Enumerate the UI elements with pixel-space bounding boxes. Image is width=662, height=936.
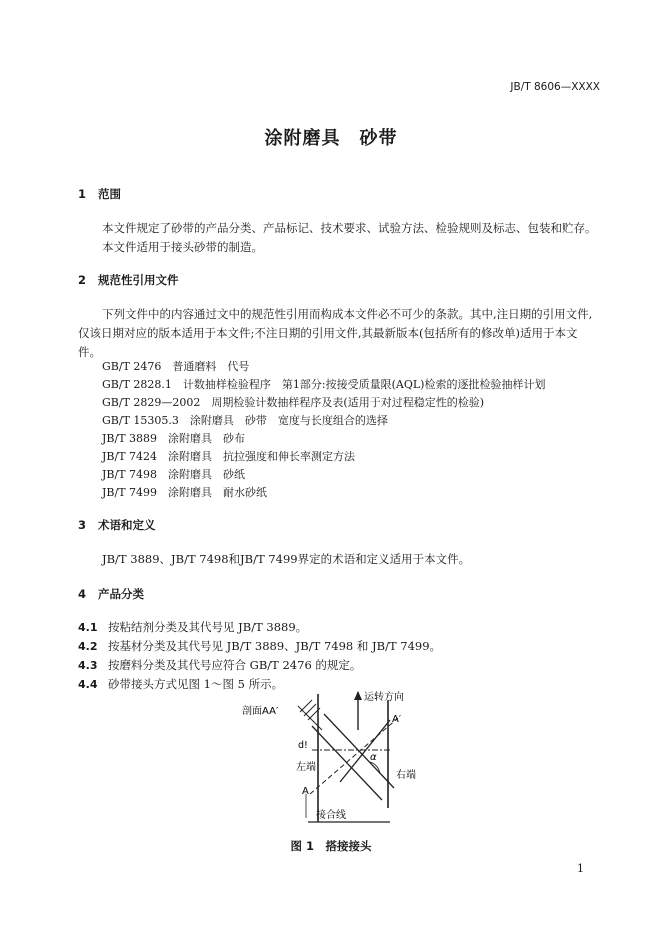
joint-line-2 bbox=[324, 714, 394, 788]
classification-item bbox=[78, 656, 361, 675]
section-number: 4 bbox=[78, 587, 87, 601]
direction-arrow-head bbox=[354, 691, 362, 700]
reference-item: GB/T 2476 普通磨料 代号 bbox=[102, 360, 250, 373]
section-number: 2 bbox=[78, 273, 87, 287]
reference-item: JB/T 7424 涂附磨具 抗拉强度和伸长率测定方法 bbox=[102, 450, 356, 463]
section-number: 1 bbox=[78, 187, 87, 201]
reference-item: JB/T 7498 涂附磨具 砂纸 bbox=[102, 468, 246, 481]
item-number: 4.4 bbox=[78, 678, 98, 691]
label-direction: 运转方向 bbox=[364, 692, 404, 703]
label-left-end: 左端 bbox=[296, 762, 316, 773]
section-title: 范围 bbox=[98, 187, 121, 201]
label-alpha: α bbox=[370, 752, 377, 763]
reference-item: GB/T 2828.1 计数抽样检验程序 第1部分:按接受质量限(AQL)检索的逐批检验抽样计划 bbox=[102, 378, 546, 391]
classification-item bbox=[78, 637, 441, 656]
standard-code: JB/T 8606—XXXX bbox=[510, 81, 600, 93]
lap-joint-diagram bbox=[240, 690, 430, 830]
section-number: 3 bbox=[78, 518, 87, 532]
label-a-prime: A′ bbox=[392, 714, 402, 725]
label-joint-line: 接合线 bbox=[316, 810, 346, 821]
reference-item: GB/T 2829—2002 周期检验计数抽样程序及表(适用于对过程稳定性的检验) bbox=[102, 396, 484, 409]
reference-item: JB/T 3889 涂附磨具 砂布 bbox=[102, 432, 246, 445]
section-title: 术语和定义 bbox=[98, 518, 156, 532]
item-text: 砂带接头方式见图 1～图 5 所示。 bbox=[108, 677, 284, 691]
label-a: A bbox=[302, 786, 309, 797]
terms-paragraph: JB/T 3889、JB/T 7498和JB/T 7499界定的术语和定义适用于本文件。 bbox=[102, 552, 471, 566]
document-title: 涂附磨具 砂带 bbox=[264, 128, 398, 149]
section-heading-terms bbox=[78, 517, 156, 533]
reference-item: JB/T 7499 涂附磨具 耐水砂纸 bbox=[102, 486, 268, 499]
reference-item: GB/T 15305.3 涂附磨具 砂带 宽度与长度组合的选择 bbox=[102, 414, 388, 427]
item-number: 4.3 bbox=[78, 659, 98, 672]
normative-intro: 下列文件中的内容通过文中的规范性引用而构成本文件必不可少的条款。其中,注日期的引用文件,仅该日期对应的版本适用于本文件;不注日期的引用文件,其最新版本(包括所有的修改单)适用于本文件。 bbox=[78, 307, 593, 359]
figure-caption: 图 1 搭接接头 bbox=[290, 839, 372, 853]
label-d: d! bbox=[298, 740, 308, 751]
item-number: 4.1 bbox=[78, 621, 98, 634]
scope-paragraph-1: 本文件规定了砂带的产品分类、产品标记、技术要求、试验方法、检验规则及标志、包装和贮存。 bbox=[102, 221, 597, 235]
joint-line-3 bbox=[340, 720, 390, 782]
section-title: 规范性引用文件 bbox=[98, 273, 179, 287]
item-number: 4.2 bbox=[78, 640, 98, 653]
classification-item bbox=[78, 618, 307, 637]
scope-paragraph-2: 本文件适用于接头砂带的制造。 bbox=[102, 240, 263, 254]
section-heading-scope bbox=[78, 186, 121, 202]
item-text: 按粘结剂分类及其代号见 JB/T 3889。 bbox=[108, 620, 308, 634]
label-section: 剖面AA′ bbox=[242, 706, 279, 717]
joint-line-1 bbox=[312, 726, 382, 800]
label-right-end: 右端 bbox=[396, 770, 416, 781]
page-number: 1 bbox=[577, 862, 584, 875]
section-line-aa bbox=[310, 718, 398, 794]
section-heading-classification bbox=[78, 586, 144, 602]
section-title: 产品分类 bbox=[98, 587, 144, 601]
item-text: 按基材分类及其代号见 JB/T 3889、JB/T 7498 和 JB/T 7499。 bbox=[108, 639, 442, 653]
section-heading-normative bbox=[78, 272, 179, 288]
item-text: 按磨料分类及其代号应符合 GB/T 2476 的规定。 bbox=[108, 658, 362, 672]
